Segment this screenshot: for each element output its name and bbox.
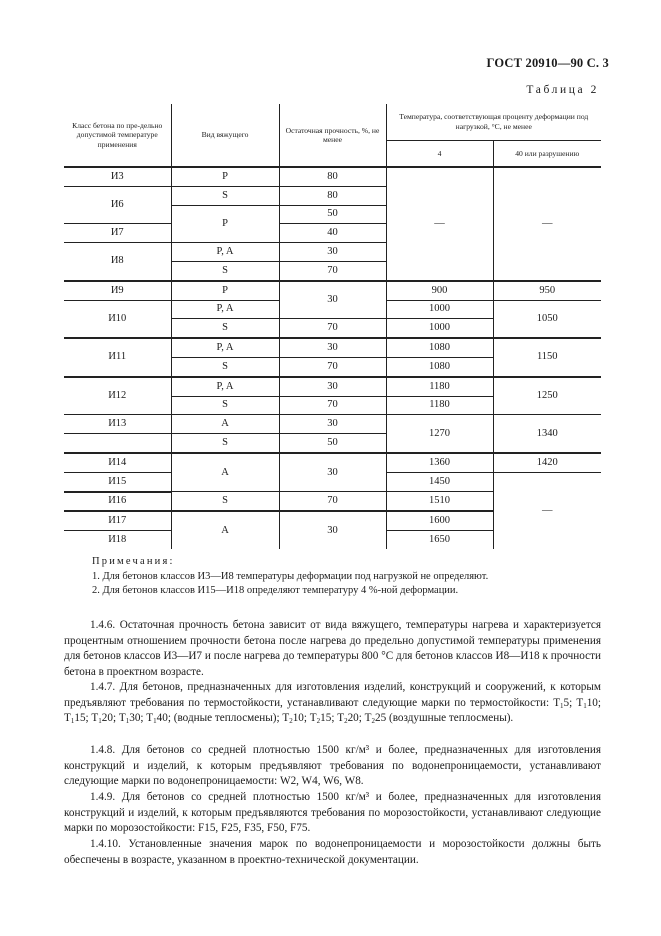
paragraph-1-4-6: 1.4.6. Остаточная прочность бетона зависит от вида вяжущего, температуры нагрева и характеризуется процентным отношением прочности бетона после нагрева до предельно допустимой температуры применения для бетонов классов И3—И7 и после нагрева до температуры 800 °С для бетонов классов И8—И18 к прочности бетона в проектном возрасте. [64,619,601,678]
notes-title: Примечания: [92,556,175,567]
t40-cell: 1250 [493,377,601,415]
binder-cell: P, A [171,243,279,262]
class-cell: И8 [64,243,171,281]
class-cell: И18 [108,534,127,546]
strength-cell: 70 [279,396,386,415]
strength-cell: 30 [279,453,386,492]
t4-cell: 1000 [386,319,493,338]
binder-cell: P, A [171,338,279,357]
binder-cell: S [171,396,279,415]
class-cell [64,434,171,453]
strength-cell: 30 [279,338,386,357]
t40-cell: 1340 [493,415,601,453]
class-cell: И14 [64,453,171,472]
col-header-strength: Остаточная прочность, %, не менее [279,104,386,167]
binder-cell: A [171,511,279,549]
strength-cell: 70 [279,261,386,280]
class-cell: И16 [64,492,171,512]
col-header-temperature: Температура, соответствующая проценту деформации под нагрузкой, °С, не менее [386,104,601,140]
t4-cell: 1080 [386,357,493,376]
strength-cell: 30 [279,377,386,396]
t4-cell: 1180 [386,396,493,415]
class-cell: И11 [64,338,171,377]
strength-cell: 80 [279,186,386,205]
class-cell: И6 [64,186,171,224]
col-header-t40: 40 или разрушению [493,140,601,167]
table-2 [64,104,601,549]
t40-cell: 1150 [493,338,601,377]
t4-cell: 1270 [386,415,493,453]
t4-cell: 1000 [386,300,493,319]
t4-cell: 1600 [386,511,493,530]
note-2: 2. Для бетонов классов И15—И18 определяют температуру 4 %-ной деформации. [92,585,459,596]
t4-cell: 1510 [386,492,493,512]
note-1: 1. Для бетонов классов И3—И8 температуры деформации под нагрузкой не определяют. [92,570,489,582]
paragraph-1-4-9: 1.4.9. Для бетонов со средней плотностью 1500 кг/м³ и более, предназначенных для изготовления конструкций и изделий, к которым предъявляются требования по морозостойкости, устанавливают следующие марки по морозостойкости: F15, F25, F35, F50, F75. [64,791,601,835]
strength-cell: 40 [279,224,386,243]
strength-cell: 30 [279,281,386,319]
class-cell: И7 [64,224,171,243]
binder-cell: S [171,319,279,338]
t4-cell: 1180 [386,377,493,396]
t4-cell: 1360 [386,453,493,472]
class-cell: И12 [64,377,171,415]
class-cell: И3 [64,167,171,186]
class-cell: И9 [64,281,171,300]
binder-cell: P [171,167,279,186]
class-cell: И15 [64,472,171,491]
strength-cell: 70 [279,319,386,338]
binder-cell: P [171,205,279,243]
class-cell: И10 [64,300,171,338]
t4-cell: 1450 [386,472,493,491]
paragraph-1-4-8: 1.4.8. Для бетонов со средней плотностью 1500 кг/м³ и более, предназначенных для изготовления конструкций и изделий, к которым предъявляют требования по водонепроницаемости, устанавливают следующие марки по водонепроницаемости: W2, W4, W6, W8. [64,744,601,788]
binder-cell: S [171,357,279,376]
t40-cell: 1420 [493,453,601,472]
t4-cell: 1650 [386,531,493,549]
col-header-binder: Вид вяжущего [171,104,279,167]
table-caption: Таблица 2 [526,84,599,96]
t40-cell: — [493,167,601,281]
paragraph-1-4-10: 1.4.10. Установленные значения марок по водонепроницаемости и морозостойкости должны быть обеспечены в возрасте, указанном в проектно-технической документации. [64,838,601,866]
binder-cell: S [171,186,279,205]
binder-cell: P, A [171,377,279,396]
strength-cell: 50 [279,205,386,224]
col-header-class: Класс бетона по пре-дельно допустимой температуре применения [64,104,171,167]
strength-cell: 30 [279,415,386,434]
paragraph-1-4-7: 1.4.7. Для бетонов, предназначенных для изготовления изделий, конструкций и сооружений, к которым предъявляют требования по термостойкости, устанавливают следующие марки по термостойкости: $Т_15$; $Т_110$; $Т_115$; $Т_120$; $Т_130$; $Т_140$; (водные теплосмены); $Т_210$; $Т_215$; $Т_220$; $Т_225$ (воздушные теплосмены). [64,681,601,726]
class-cell: И13 [64,415,171,434]
strength-cell: 50 [279,434,386,453]
t40-cell: — [493,472,601,549]
binder-cell: S [171,492,279,512]
t4-cell: 1080 [386,338,493,357]
class-cell: И17 [64,511,171,530]
strength-cell: 30 [279,243,386,262]
t40-cell: 950 [493,281,601,300]
binder-cell: S [171,434,279,453]
strength-cell: 70 [279,357,386,376]
col-header-t4: 4 [386,140,493,167]
binder-cell: A [171,415,279,434]
binder-cell: P, A [171,300,279,319]
t4-cell: — [386,167,493,281]
strength-cell: 30 [279,511,386,549]
page-header: ГОСТ 20910—90 С. 3 [486,56,609,70]
table-notes [92,555,488,599]
strength-cell: 70 [279,492,386,512]
binder-cell: S [171,261,279,280]
t4-cell: 900 [386,281,493,300]
strength-cell: 80 [279,167,386,186]
binder-cell: A [171,453,279,492]
binder-cell: P [171,281,279,300]
t40-cell: 1050 [493,300,601,338]
